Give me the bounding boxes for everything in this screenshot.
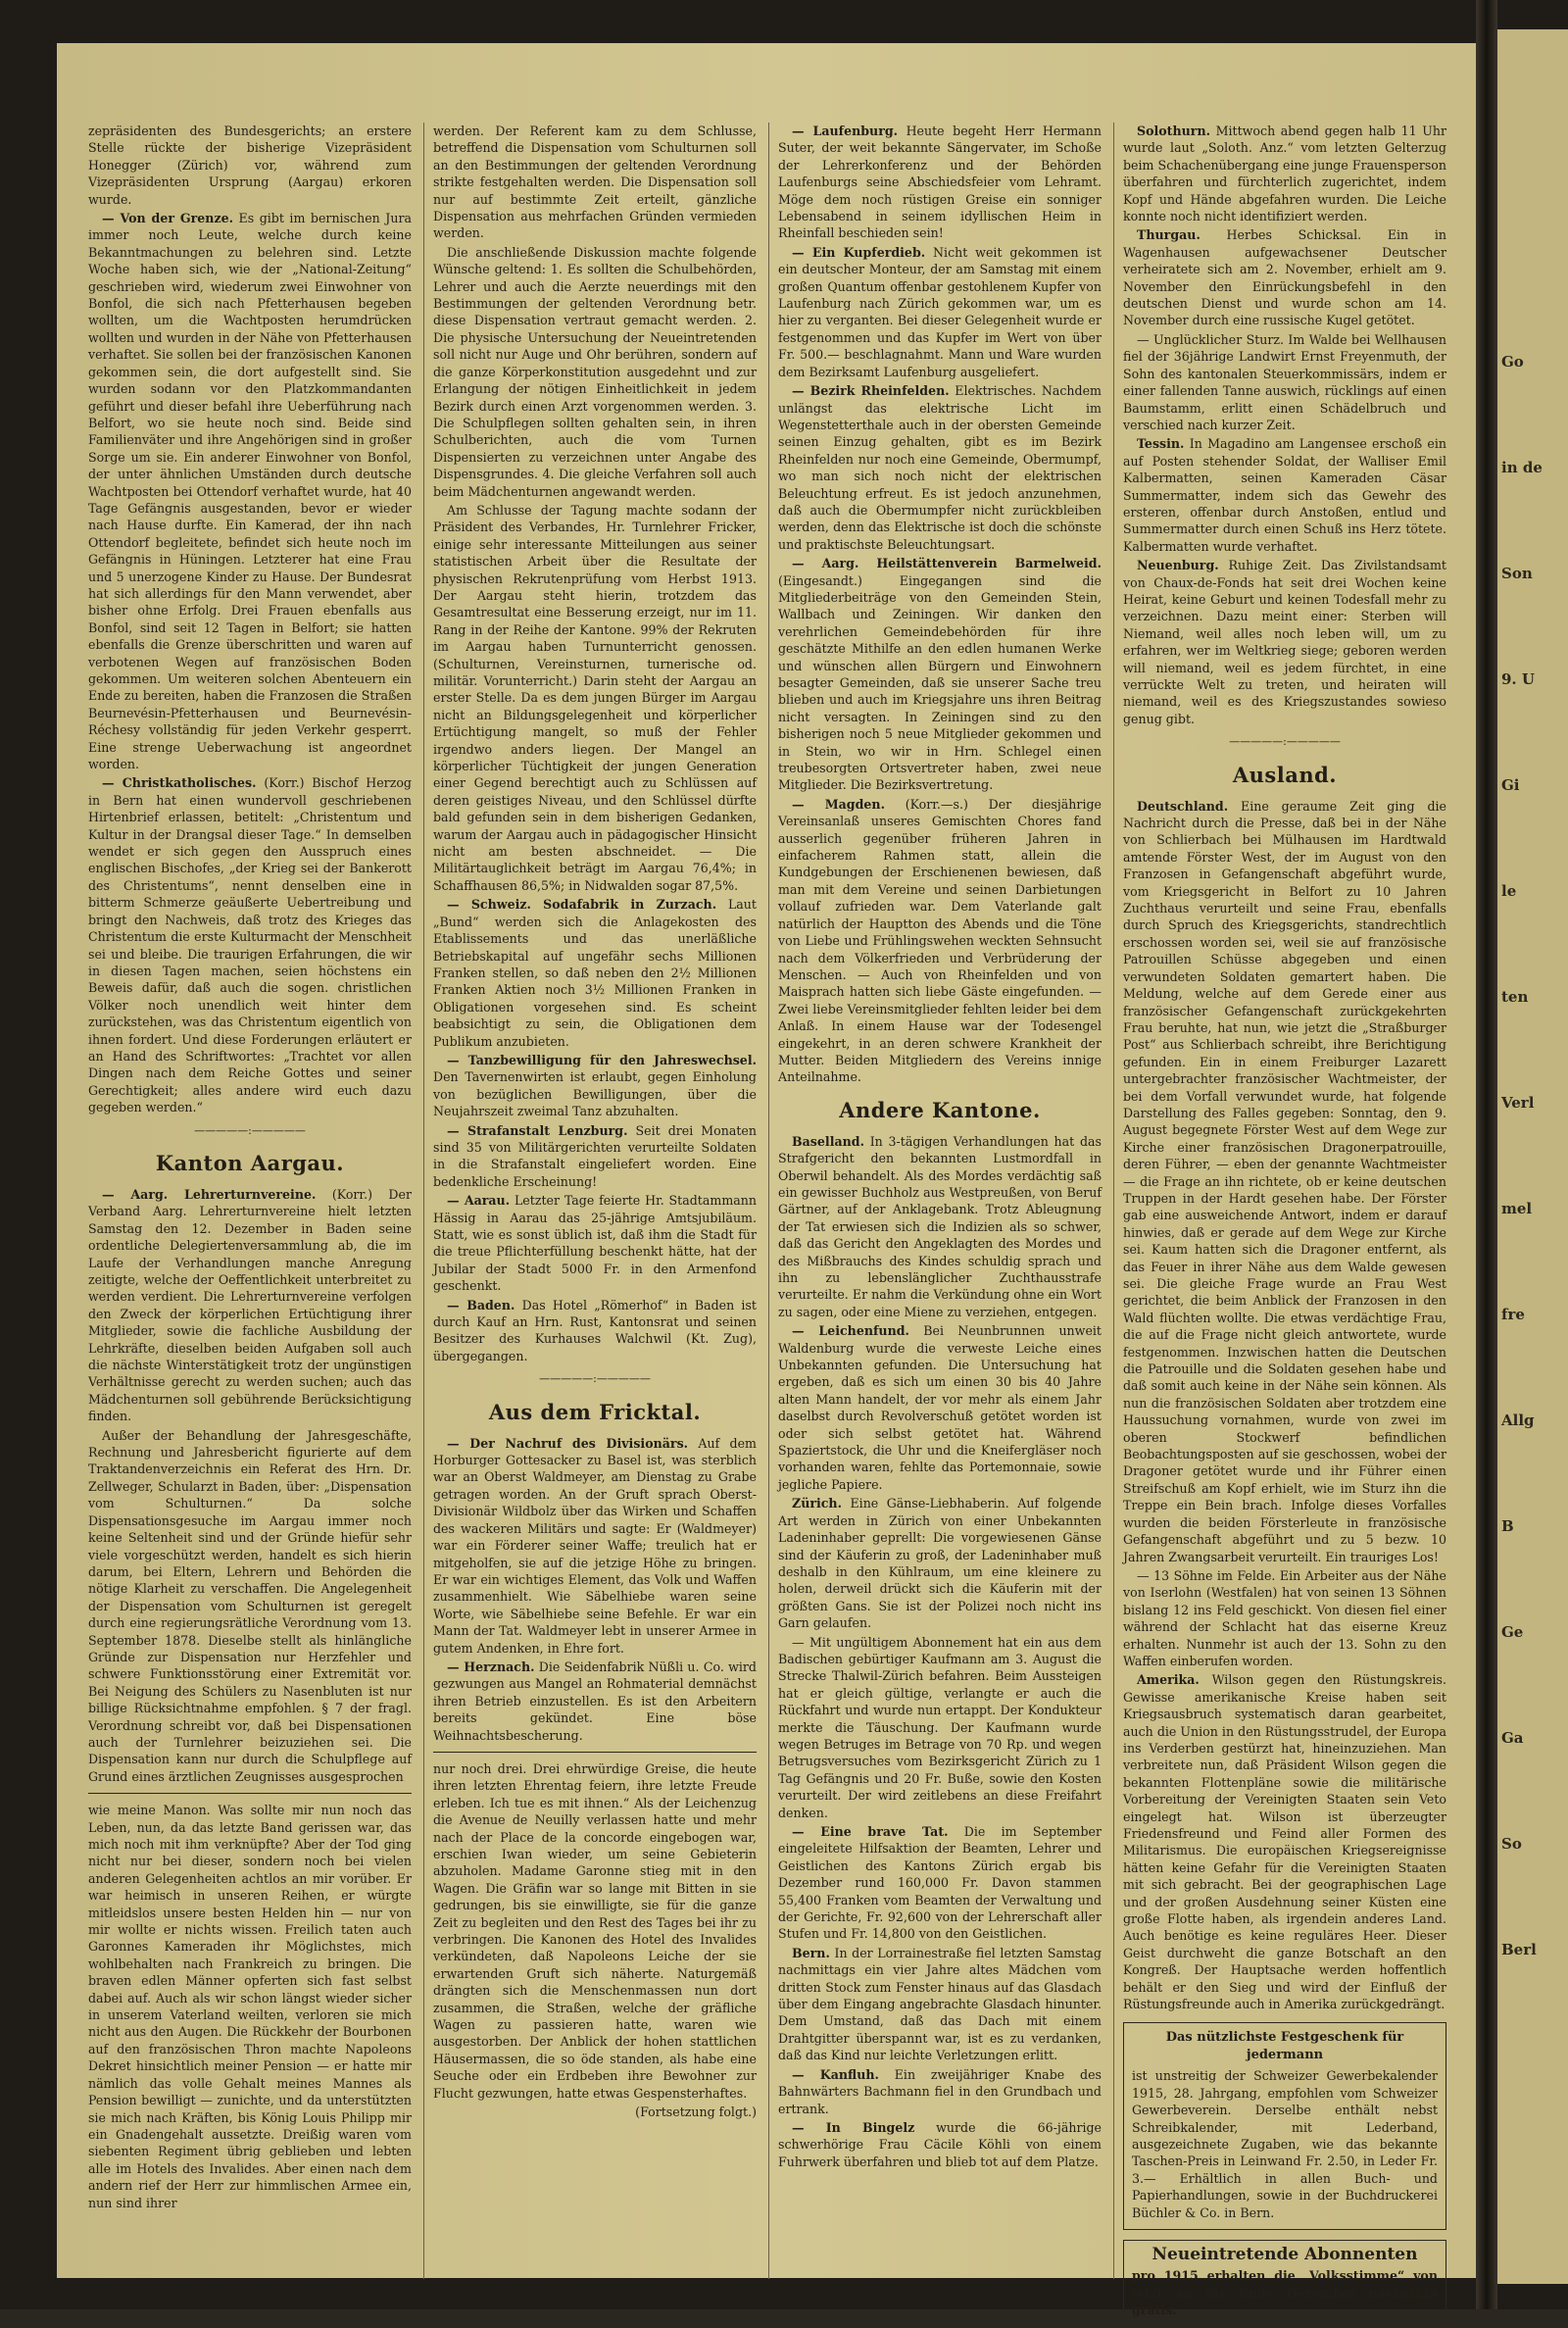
article-kicker: — Laufenburg. [792,124,899,138]
article-herznach [433,1659,757,1744]
article-kicker: Thurgau. [1137,227,1200,243]
column-3 [778,123,1102,2279]
article-christkatholisches [88,774,412,1115]
article-kicker: Zürich. [792,1496,842,1511]
feuilleton-text: nur noch drei. Drei ehrwürdige Greise, die heute ihren letzten Ehrentag feiern, ihre letzte Freude erleben. Ich tue es mit ihnen.“ Als der Leichenzug die Avenue de Neuilly verlassen hatte und mehr nach der Place de la concorde eingebogen war, erschien Iwan wieder, um seine Gebieterin abzuholen. Madame Garonne stieg mit in den Wagen. Die Gräfin war so lange mit Bitten in sie gedrungen, bis sie einwilligte, sie für die ganze Zeit zu begleiten und den Rest des Tages bei ihr zu verbringen. Die Kanonen des Hotel des Invalides verkündeten, daß Napoleons Leiche der sie erwartenden Gruft sich näherte. Naturgemäß drängten sich die Menschenmassen nun dort zusammen, die Straßen, welche der gräfliche Wagen zu passieren hatte, waren wie ausgestorben. Der Anblick der hohen stattlichen Häusermassen, die so öde standen, als habe eine Seuche oder ein Erdbeben ihre Bewohner zur Flucht gezwungen, hatte etwas Gespensterhaftes. [433,1760,757,2101]
article-text: werden. Der Referent kam zu dem Schlusse, betreffend die Dispensation vom Schulturnen soll an den Bestimmungen der geltenden Verordnung strikte festgehalten werden. Die Dispensation soll nur auf bestimmte Zeit erteilt, gänzliche Dispensation aus mehrfachen Gründen vermieden werden. [433,124,757,241]
feuilleton-rule [88,1793,412,1794]
article-text: (Korr.—s.) Der diesjährige Vereinsanlaß unseres Gemischten Chores fand ausserlich gegenüber früheren Jahren in einfacherem Rahmen statt, allein die Kundgebungen der Erschienenen bewiesen, daß man mit dem Vereine und seinen Darbietungen vollauf zufrieden war. Dem Vaterlande galt natürlich der Hauptton des Abends und die Töne von Liebe und Frühlingswehen weckten Sehnsucht nach dem Völkerfrieden und Verbrüderung der Menschen. — Auch von Rheinfelden und von Maisprach hatten sich liebe Gäste eingefunden. — Zwei liebe Vereinsmitglieder fehlten leider bei dem Anlaß. In einem Hause war der Todesengel eingekehrt, in an deren schwere Krankheit der Mutter. Beiden Mitgliedern des Vereins innige Anteilnahme. [778,796,1102,1085]
article-text: In 3-tägigen Verhandlungen hat das Strafgericht den bekannten Lustmordfall in Oberwil behandelt. Als des Mordes verdächtig saß ein gewisser Buchholz aus Westpreußen, von Beruf Gärtner, auf der Anklagebank. Trotz Ableugnung der Tat erwiesen sich die Indizien als so schwer, daß das Gericht den Angeklagten des Mordes und des Mißbrauchs des Kindes schuldig sprach und ihn zu lebenslänglicher Zuchthausstrafe verurteilte. Er nahm die Verkündung ohne ein Wort zu sagen, oder eine Miene zu verziehen, entgegen. [778,1133,1102,1319]
article-thurgau [1123,226,1446,328]
article-sodafabrik [433,896,757,1050]
article-kicker: — Eine brave Tat. [792,1824,949,1839]
article-text: — Unglücklicher Sturz. Im Walde bei Wellhausen fiel der 36jährige Landwirt Ernst Freyenmuth, der Sohn des kantonalen Steuerkommissärs, indem er einer fallenden Tanne auswich, rücklings auf einen Baumstamm, erlitt einen Schädelbruch und verschied nach kurzer Zeit. [1123,331,1446,432]
article-text: Heute begeht Herr Hermann Suter, der weit bekannte Sängervater, im Schoße der Lehrerkonferenz und der Behörden Laufenburgs seine Abschiedsfeier vom Lehramt. Möge dem noch rüstigen Greise ein sonniger Lebensabend in seinem idyllischen Heim in Rheinfall beschieden sein! [778,124,1102,241]
section-heading-fricktal: Aus dem Fricktal. [488,1399,702,1424]
feuilleton-text: wie meine Manon. Was sollte mir nun noch das Leben, nun, da das letzte Band gerissen war, das mich noch mit ihm verknüpfte? Aber der Tod ging nicht nur bei dieser, sondern noch bei vielen anderen Gelegenheiten achtlos an mir vorüber. Er war heimisch in unseren Reihen, er würgte mitleidslos unsere besten Helden hin — nur von mir wollte er nichts wissen. Freilich taten auch Garonnes Kameraden ihr Möglichstes, mich wohlbehalten nach Frankreich zu bringen. Die braven edlen Männer opferten sich fast selbst dabei auf. Auch als wir schon längst wieder sicher in unserem Vaterland weilten, verloren sie mich nicht aus den Augen. Die Rückkehr der Bourbonen auf den französischen Thron machte Napoleons Dekret hinsichtlich meiner Pension — er hatte mir nämlich das volle Gehalt meines Mannes als Pension bewilligt — zunichte, und da unterstützten sie mich nach Kräften, bis König Louis Philipp mir ein Gnadengehalt aussetzte. Dreißig waren vom siebenten Regiment übrig geblieben und lebten alle im Hotels des Invalides. Aber einen nach dem andern rief der Herr zur himmlischen Armee ein, nun sind ihrer [88,1803,412,2210]
article-text: Eine Gänse-Liebhaberin. Auf folgende Art werden in Zürich von einer Unbekannten Ladeninhaber geprellt: Die vorgewiesenen Gänse sind der Käuferin zu groß, der Ladeninhaber muß deshalb in den Kühlraum, um eine kleinere zu holen, derweil drückt sich die Käuferin mit der größten Gans. Sie ist der Polizei noch nicht ins Garn gelaufen. [778,1496,1102,1631]
column-1 [88,123,412,2279]
article-kicker: — Kanfluh. [792,2066,879,2082]
article-kicker: Baselland. [792,1133,864,1149]
ad-text: pro 1915 erhalten die „Volksstimme“ von jetzt an bis Ende Dezember nächsthin gratis. [1132,2268,1438,2318]
article-nachruf [433,1435,757,1657]
advertisement-abonnenten [1123,2240,1446,2328]
article-kicker: — Der Nachruf des Divisionärs. [447,1435,689,1451]
article-text: (Korr.) Der Verband Aarg. Lehrerturnvereine hielt letzten Samstag den 12. Dezember in Baden seine ordentliche Delegiertenversammlung ab, die im Laufe der Verhandlungen manche Anregung zeitigte, welche der Oeffentlichkeit unterbreitet zu werden verdient. Die Lehrerturnvereine verfolgen den Zweck der körperlichen Ertüchtigung ihrer Mitglieder, sowie die fachliche Ausbildung der Lehrkräfte, dieselben beiden Aufgaben soll auch die nächste Winterstätigkeit trotz der ungünstigen Verhältnisse gerecht zu werden suchen; auch das Mädchenturnen soll gebührende Berücksichtigung finden. [88,1186,412,1424]
article-lehrerturnvereine [88,1186,412,1425]
article-tanzbewilligung [433,1052,757,1120]
edge-fragment: mel [1501,1200,1533,1217]
article-text: Auf dem Horburger Gottesacker zu Basel ist, was sterblich war an Oberst Waldmeyer, am Dienstag zu Grabe getragen worden. An der Gruft sprach Oberst-Divisionär Wildbolz über das Wirken und Schaffen des wackeren Militärs und sagte: Er (Waldmeyer) war ein Förderer seiner Waffe; treulich hat er mitgeholfen, sie auf die jetzige Höhe zu bringen. Er war ein wichtiges Element, das Volk und Waffen zusammenhielt. Wie Säbelhiebe waren seine Worte, wie Säbelhiebe seine Befehle. Er war ein Mann der Tat. Waldmeyer lebt in unserer Armee in gutem Andenken, in Ehre fort. [433,1435,757,1656]
edge-fragment: B [1501,1517,1514,1535]
edge-fragment: ten [1501,988,1529,1006]
ad-title: Das nützlichste Festgeschenk für jedermann [1165,2030,1404,2062]
article-text: Ein zweijähriger Knabe des Bahnwärters Bachmann fiel in den Grundbach und ertrank. [778,2066,1102,2116]
article-text: Den Tavernenwirten ist erlaubt, gegen Einholung von bezüglichen Bewilligungen, über die Neujahrszeit zweimal Tanz abzuhalten. [433,1069,757,1119]
article-text: Eine geraume Zeit ging die Nachricht durch die Presse, daß bei in der Nähe von Schlierbach bei Mülhausen im Hardtwald amtende Förster West, der im August von den Franzosen in Gefangenschaft abgeführt wurde, vom Kriegsgericht in Belfort zu 10 Jahren Zuchthaus verurteilt und seine Frau, ebenfalls durch Spruch des Kriegsgerichts, standrechtlich erschossen worden sei, weil sie auf französische Patrouillen Schüsse abgegeben und einen verwundeten Soldaten gemartert haben. Die Meldung, welche auf dem Gerede einer aus französischer Gefangenschaft zurückgekehrten Frau beruhte, hat nun, wie jetzt die „Straßburger Post“ aus Schlierbach schreibt, ihre Berichtigung gefunden. Ein in einem Freiburger Lazarett untergebrachter französischer Wachtmeister, der bei dem Vorfall verwundet wurde, hat folgende Darstellung des Falles gegeben: Sonntag, den 9. August begegnete Förster West auf dem Wege zur Kirche einer französischen Dragonerpatrouille, deren Führer, — eben der genannte Wachtmeister — die Frage an ihn richtete, ob er keine deutschen Truppen in der Hardt gesehen habe. Der Förster gab eine ausweichende Antwort, indem er darauf hinwies, daß er gerade auf dem Wege zur Kirche sei. Kaum hatten sich die Dragoner entfernt, als das Feuer in ihrer Nähe aus dem Walde gewesen sei. Die gleiche Frage wurde an Frau West gerichtet, die beim Anblick der Franzosen in den Wald flüchten wollte. Die etwas verdächtige Frau, die auf die Frage nicht gleich antwortete, wurde festgenommen. Inzwischen hatten die Deutschen die Patrouille und die Soldaten gesehen habe und daß somit auch keine in der Nähe sein können. Als nun die französischen Soldaten aber trotzdem eine Haussuchung vornahmen, wurde von zwei im oberen Stockwerf befindlichen Beobachtungsposten auf sie geschossen, wobei der Dragoner getötet wurde und ihr Führer einen Streifschuß am Kopf erhielt, wie im Sturz ihn die Treppe ein Bein brach. Infolge dieses Vorfalles wurden die beiden Försterleute in französische Gefangenschaft abgeführt und zu 5 bezw. 10 Jahren Zwangsarbeit verurteilt. Ein trauriges Los! [1123,798,1446,1564]
edge-fragment: le [1501,882,1517,900]
article-kicker: — In Bingelz [792,2119,915,2135]
article-text: Seit drei Monaten sind 35 von Militärgerichten verurteilte Soldaten in die Strafanstalt eingeliefert worden. Eine bedenkliche Erscheinung! [433,1122,757,1189]
article-kicker: — Herznach. [447,1659,535,1674]
article-kicker: Bern. [792,1945,830,1960]
section-heading-andere-kantone: Andere Kantone. [839,1097,1041,1122]
article-magden [778,796,1102,1086]
article-text: Die Seidenfabrik Nüßli u. Co. wird gezwungen aus Mangel an Rohmaterial demnächst ihren Betrieb einzustellen. Es ist den Arbeitern bereits gekündet. Eine böse Weihnachtsbescherung. [433,1659,757,1743]
article-text: Nicht weit gekommen ist ein deutscher Monteur, der am Samstag mit einem großen Quantum offenbar gestohlenem Kupfer von Laufenburg nach Zürich gekommen war, um es hier zu verganten. Bei dieser Gelegenheit wurde er festgenommen und das Kupfer im Wert von über Fr. 500.— beschlagnahmt. Mann und Ware wurden dem Bezirksamt Laufenburg ausgeliefert. [778,244,1102,379]
edge-fragment: Verl [1501,1094,1535,1112]
article-brave-tat [778,1823,1102,1943]
edge-fragment: fre [1501,1306,1525,1323]
ad-text: ist unstreitig der Schweizer Gewerbekalender 1915, 28. Jahrgang, empfohlen vom Schweizer Gewerbeverein. Derselbe enthält nebst Schreibkalender, mit Lederband, ausgezeichnete Zugaben, wie das bekannte Taschen-Preis in Leinwand Fr. 2.50, in Leder Fr. 3.— Erhältlich in allen Buch- und Papierhandlungen, sowie in der Buchdruckerei Büchler & Co. in Bern. [1132,2068,1438,2220]
article-kicker: Amerika. [1137,1672,1200,1688]
edge-fragment: Gi [1501,776,1520,794]
article-kicker: Tessin. [1137,436,1185,452]
edge-fragment: So [1501,1835,1522,1853]
article-kicker: Solothurn. [1137,124,1210,138]
article-kicker: — Aarg. Heilstättenverein Barmelweid. [792,556,1102,571]
section-heading-ausland: Ausland. [1232,762,1338,787]
article-rheinfelden [778,382,1102,553]
edge-fragment: in de [1501,459,1543,476]
edge-fragment: Son [1501,565,1533,582]
article-text: Das Hotel „Römerhof“ in Baden ist durch Kauf an Hrn. Rust, Kantonsrat und seinen Besitzer des Kurhauses Walchwil (Kt. Zug), übergegangen. [433,1297,757,1363]
article-text: (Eingesandt.) Eingegangen sind die Mitgliederbeiträge von den Gemeinden Stein, Wallbach und Zeiningen. Wir danken den verehrlichen Gemeindebehörden für ihre geschätzte Mithilfe an den edlen humanen Werke und wünschen allen Bürgern und Einwohnern besagter Gemeinden, daß sie unserer Sache treu blieben und auch im Kriegsjahre uns ihren Beitrag nicht versagten. In Zeiningen sind zu den bisherigen noch 5 neue Mitglieder gekommen und in Stein, wo wir in Hrn. Schlegel einen treubesorgten Ortsvertreter haben, zwei neue Mitglieder. Die Bezirksvertretung. [778,572,1102,793]
article-text: Mittwoch abend gegen halb 11 Uhr wurde laut „Soloth. Anz.“ vom letzten Gelterzug beim Schachenübergang eine junge Frauensperson überfahren und fürchterlich zugerichtet, indem Kopf und Hände abgefahren wurden. Die Leiche konnte noch nicht identifiziert werden. [1123,124,1446,224]
separator: —————:————— [539,1372,651,1386]
article-zuerich [778,1495,1102,1631]
article-text: Letzter Tage feierte Hr. Stadtammann Hässig in Aarau das 25-jährige Amtsjubiläum. Statt, wie es sonst üblich ist, daß ihm die Stadt für die treue Pflichterfüllung beschenkt hätte, hat der Jubilar der Stadt 5000 Fr. in den Armenfond geschenkt. [433,1193,757,1294]
column-2 [433,123,757,2279]
article-aarau [433,1192,757,1294]
article-kicker: — Schweiz. Sodafabrik in Zurzach. [447,897,717,913]
column-4 [1123,123,1446,2318]
article-amerika [1123,1671,1446,2012]
article-text: Wilson gegen den Rüstungskreis. Gewisse amerikanische Kreise haben seit Kriegsausbruch systematisch daran gearbeitet, auch die Union in den Rüstungsstrudel, der Europa ins Verderben gestürzt hat, hineinzuziehen. Man verbreitete nun, daß Präsident Wilson gegen die bekannten Flottenpläne sowie die militärische Vorbereitung der Vereinigten Staaten sein Veto eingelegt hat. Wilson ist überzeugter Friedensfreund und Feind aller Formen des Militarismus. Die europäischen Kriegsereignisse hätten keine Gefahr für die Vereinigten Staaten mit sich gebracht. Bei der geographischen Lage und der großen Ausdehnung seiner Küsten eine große Flotte haben, als irgendein anderes Land. Auch benötige es keine reguläres Heer. Dieser Geist durchweht die ganze Botschaft an den Kongreß. Der Hauptsache werden hoffentlich behält er den Sieg und wird der Einfluß der Rüstungsfreunde auch in Amerika zurückgedrängt. [1123,1672,1446,2012]
article-laufenburg [778,123,1102,242]
column-rule [1113,123,1114,2279]
column-rule [423,123,424,2279]
article-leichenfund [778,1322,1102,1493]
article-text: Es gibt im bernischen Jura immer noch Leute, welche durch keine Bekanntmachungen zu belehren sind. Letzte Woche haben sich, wie der „National-Zeitung“ geschrieben wird, wiederum zwei Einwohner von Bonfol, die sich nach Pfetterhausen begeben wollten, um die Wachtposten herumdrücken wollten und wurden in der Nähe von Pfetterhausen verhaftet. Sie sollen bei der französischen Kanonen gekommen sein, die dort aufgestellt sind. Sie wurden sodann vor den Platzkommandanten geführt und dieser befahl ihre Ueberführung nach Belfort, wo sie heute noch sind. Beide sind Familienväter und ihre Angehörigen sind in großer Sorge um sie. Ein anderer Einwohner von Bonfol, der unter ähnlichen Umständen durch deutsche Wachtposten bei Ottendorf verhaftet wurde, hat 40 Tage Gefängnis ausgestanden, bevor er wieder nach Hause durfte. Ein Kamerad, der ihn nach Ottendorf begleitete, befindet sich heute noch im Gefängnis in Hüningen. Letzterer hat eine Frau und 5 unerzogene Kinder zu Hause. Der Bundesrat hat sich allerdings für den Mann verwendet, aber bisher ohne Erfolg. Drei Frauen ebenfalls aus Bonfol, sind seit 12 Tagen in Belfort; sie hatten ebenfalls die Grenze überschritten und waren auf verbotenen Wegen auf französischen Boden gekommen. Um weiteren solchen Abenteuern ein Ende zu bereiten, haben die Franzosen die Straßen Beurnevésin-Pfetterhausen und Beurnevésin-Réchesy vollständig für jeden Verkehr gesperrt. Eine strenge Ueberwachung ist angeordnet worden. [88,211,412,772]
article-heilstaettenverein [778,555,1102,794]
section-heading-kanton-aargau: Kanton Aargau. [155,1150,345,1175]
edge-fragment: Berl [1501,1941,1537,1958]
article-text: Laut „Bund“ werden sich die Anlagekosten des Etablissements und das unerläßliche Betriebskapital auf ungefähr sechs Millionen Franken stellen, so daß neben den 2½ Millionen Franken Aktien noch 3½ Millionen Franken in Obligationen vorgesehen sind. Es scheint beabsichtigt zu sein, die Obligationen dem Publikum anzubieten. [433,897,757,1049]
article-bingelz [778,2119,1102,2170]
columns-container [88,123,1480,2318]
article-kanfluh [778,2066,1102,2117]
article-text: Ruhige Zeit. Das Zivilstandsamt von Chaux-de-Fonds hat seit drei Wochen keine Heirat, keine Geburt und keinen Todesfall mehr zu verzeichnen. Dazu meint einer: Sterben will Niemand, weil alles noch leben will, um zu erfahren, wer im Weltkrieg siege; geboren werden will niemand, weil es jedem fürchtet, in eine verrückte Welt zu treten, und heiraten will niemand, weil es des Kriegszustandes sowieso genug gibt. [1123,558,1446,726]
article-kicker: Deutschland. [1137,798,1229,814]
article-solothurn [1123,123,1446,224]
article-text: In der Lorrainestraße fiel letzten Samstag nachmittags ein vier Jahre altes Mädchen vom dritten Stock zum Fenster hinaus auf das Glasdach über dem Eingang angebrachte Glasdach hinunter. Dem Umstand, daß das Dach mit einem Drahtgitter überspannt war, ist es zu verdanken, daß das Kind nur leichte Verletzungen erlitt. [778,1945,1102,2063]
article-text: — Mit ungültigem Abonnement hat ein aus dem Badischen gebürtiger Kaufmann am 3. August die Strecke Thalwil-Zürich befahren. Beim Aussteigen hat er gleich gültige, verlangte er auch die Rückfahrt und wurde nun ertappt. Der Kondukteur merkte die Täuschung. Der Kaufmann wurde wegen Betruges im Betrage von 70 Rp. und wegen Betrugsversuches vom Bezirksgericht Zürich zu 1 Tag Gefängnis und 20 Fr. Buße, sowie den Kosten verurteilt. Der wird zeitlebens an diese Freifahrt denken. [778,1634,1102,1820]
article-text: In Magadino am Langensee erschoß ein auf Posten stehender Soldat, der Walliser Emil Kalbermatten, seinen Kameraden Cäsar Summermatter, indem sich das Gewehr des ersteren, offenbar durch Anstoßen, entlud und Summermatter durch einen Schuß ins Herz tötete. Kalbermatten wurde verhaftet. [1123,436,1446,554]
article-text: — 13 Söhne im Felde. Ein Arbeiter aus der Nähe von Iserlohn (Westfalen) hat von seinen 13 Söhnen bislang 12 ins Feld geschickt. Von diesen fiel einer während der Schlacht hat das eiserne Kreuz erhalten. Nunmehr ist auch der 13. Sohn zu den Waffen einberufen worden. [1123,1567,1446,1668]
article-kicker: — Tanzbewilligung für den Jahreswechsel. [447,1052,757,1067]
article-kicker: — Aarg. Lehrerturnvereine. [102,1186,317,1202]
facing-page-edge [1497,29,1568,2284]
article-text: Bei Neunbrunnen unweit Waldenburg wurde die verweste Leiche eines Unbekannten gefunden. Die Untersuchung hat ergeben, daß es sich um einen 30 bis 40 Jahre alten Mann handelt, der vor mehr als einem Jahr daselbst durch Revolverschuß getötet worden ist oder sich selbst getötet hat. Während Spaziertstock, die Uhr und die Kneifergläser noch vorhanden waren, fehlte das Portemonnaie, sowie jegliche Papiere. [778,1323,1102,1492]
edge-fragment: Go [1501,353,1524,371]
article-kicker: Neuenburg. [1137,558,1219,573]
ad-title: Neueintretende Abonnenten [1152,2244,1418,2264]
continuation-note: (Fortsetzung folgt.) [635,2105,757,2120]
edge-fragment: Allg [1501,1412,1535,1429]
advertisement-gewerbekalender [1123,2022,1446,2229]
article-kicker: — Christkatholisches. [102,775,257,791]
article-von-der-grenze [88,210,412,772]
article-kicker: — Von der Grenze. [102,211,234,226]
edge-fragment: Ge [1501,1623,1524,1641]
edge-fragment: 9. U [1501,670,1535,688]
article-neuenburg [1123,557,1446,727]
article-text: Elektrisches. Nachdem unlängst das elektrische Licht im Wegenstetterthale auch in der obersten Gemeinde seinen Einzug gehalten, gibt es im Bezirk Rheinfelden nur noch eine Gemeinde, Obermumpf, wo man sich noch nicht der elektrischen Beleuchtung erfreut. Es ist jedoch anzunehmen, daß auch die Obermumpfer nicht zurückbleiben werden, denn das Elektrische ist doch die schönste und praktischste Beleuchtungsart. [778,383,1102,552]
article-deutschland [1123,798,1446,1565]
article-text: Die im September eingeleitete Hilfsaktion der Beamten, Lehrer und Geistlichen des Kantons Zürich ergab bis Dezember rund 160,000 Fr. Davon stammen 55,400 Franken vom Beamten der Verwaltung und der Gerichte, Fr. 92,600 von der Lehrerschaft aller Stufen und Fr. 14,800 von den Geistlichen. [778,1824,1102,1942]
column-rule [768,123,769,2279]
article-text: zepräsidenten des Bundesgerichts; an erstere Stelle rückte der bisherige Vizepräsident Honegger (Zürich) vor, während zum Vizepräsidenten Ursprung (Aargau) erkoren wurde. [88,124,412,207]
article-kupferdieb [778,244,1102,380]
separator: —————:————— [1229,735,1341,749]
article-text: Am Schlusse der Tagung machte sodann der Präsident des Verbandes, Hr. Turnlehrer Fricker, einige sehr interessante Mitteilungen aus seiner statistischen Arbeit über die Resultate der physischen Rekrutenprüfung vom Herbst 1913. Der Aargau steht hierin, trotzdem das Gesamtresultat eine Besserung erzeigt, nur im 11. Rang in der Reihe der Kantone. 99% der Rekruten im Aargau haben Turnunterricht genossen. (Schulturnen, Vereinsturnen, turnerische od. militär. Vorunterricht.) Darin steht der Aargau an erster Stelle. Da es dem jungen Bürger im Aargau nicht an Bildungsgelegenheit und körperlicher Ertüchtigung mangelt, so muß der Fehler irgendwo anders liegen. Der Mangel an körperlicher Tüchtigkeit der jungen Generation einer Gegend berechtigt auch zu Schlüssen auf deren geistiges Niveau, und den Schlüssel dürfte bald gefunden sein in dem bisherigen Gedanken, warum der Aargau auch in pädagogischer Hinsicht nicht am besten abschneidet. — Die Militärtauglichkeit beträgt im Aargau 76,4%; in Schaffhausen 86,5%; in Nidwalden sogar 87,5%. [433,502,757,893]
article-kicker: — Leichenfund. [792,1323,909,1339]
article-kicker: — Magden. [792,796,885,812]
article-bern [778,1945,1102,2064]
article-text: Herbes Schicksal. Ein in Wagenhausen aufgewachsener Deutscher verheiratete sich am 2. November, erhielt am 9. November den Einrückungsbefehl in den deutschen Dienst und wurde schon am 14. November durch eine russische Kugel getötet. [1123,227,1446,328]
article-kicker: — Aarau. [447,1193,511,1209]
feuilleton-rule [433,1752,757,1753]
article-baden [433,1297,757,1365]
article-baselland [778,1133,1102,1320]
article-strafanstalt [433,1122,757,1191]
article-text: Außer der Behandlung der Jahresgeschäfte, Rechnung und Jahresbericht figurierte auf dem Traktandenverzeichnis ein Referat des Hrn. Dr. Zellweger, Schularzt in Baden, über: „Dispensation vom Schulturnen.“ Da solche Dispensationsgesuche im Aargau immer noch keine Seltenheit sind und der Gründe hiefür sehr viele vorgeschützt werden, handelt es sich hierin darum, bei Eltern, Lehrern und Behörden die nötige Klarheit zu verschaffen. Die Angelegenheit der Dispensation vom Schulturnen ist geregelt durch eine regierungsrätliche Verordnung vom 13. September 1878. Dieselbe stellt als hinlängliche Gründe zur Dispensation nur Herzfehler und schwere Funktionsstörung einer Extremität vor. Bei Neigung des Schülers zu Nasenbluten ist nur billige Rücksichtnahme empfohlen. § 7 der fragl. Verordnung schreibt vor, daß bei Dispensationen auch der Turnlehrer beizuziehen sei. Die Dispensation kann nur durch die Schulpflege auf Grund eines ärztlichen Zeugnisses ausgesprochen [88,1427,412,1784]
article-text: (Korr.) Bischof Herzog in Bern hat einen wundervoll geschriebenen Hirtenbrief erlassen, betitelt: „Christentum und Kultur in der Drangsal dieser Tage.“ In demselben wendet er sich gegen den Ausspruch eines englischen Bischofes, „der Krieg sei der Bankerott des Christentums“, nennt denselben eine in bitterm Schmerze geäußerte Uebertreibung und bringt den Nachweis, daß trotz des Krieges das Christentum die erste Kulturmacht der Menschheit sei und bleibe. Die traurigen Erfahrungen, die wir in diesen Tagen machen, seien höchstens ein Beweis dafür, daß auch die sogen. christlichen Völker noch unendlich weit hinter dem zurückstehen, was das Christentum eigentlich von ihnen fordert. Und diese Forderungen erläutert er an Hand des Schriftwortes: „Trachtet vor allen Dingen nach dem Reiche Gottes und seiner Gerechtigkeit; alles andere wird euch dazu gegeben werden.“ [88,775,412,1115]
article-kicker: — Strafanstalt Lenzburg. [447,1122,628,1138]
separator: —————:————— [194,1123,306,1137]
article-text: Die anschließende Diskussion machte folgende Wünsche geltend: 1. Es sollten die Schulbehörden, Lehrer und auch die Aerzte neuerdings mit den Bestimmungen der geltenden Verordnung betr. diese Dispensation vertraut gemacht werden. 2. Die physische Untersuchung der Neueintretenden soll nicht nur Auge und Ohr berühren, sondern auf die ganze Körperkonstitution ausgedehnt und zur Erlangung der nötigen Einheitlichkeit in jedem Bezirk durch einen Arzt vorgenommen werden. 3. Die Schulpflegen sollten gehalten sein, in ihren Schulberichten, auch die vom Turnen Dispensierten zu verzeichnen unter Angabe des Dispensgrundes. 4. Die gleiche Verfahren soll auch beim Mädchenturnen angewandt werden. [433,244,757,499]
article-kicker: — Bezirk Rheinfelden. [792,383,950,399]
article-kicker: — Baden. [447,1297,515,1313]
article-tessin [1123,435,1446,555]
article-kicker: — Ein Kupferdieb. [792,244,926,260]
edge-fragment: Ga [1501,1729,1524,1747]
article-text: wurde die 66-jährige schwerhörige Frau Cäcile Köhli von einem Fuhrwerk überfahren und blieb tot auf dem Platze. [778,2119,1102,2169]
